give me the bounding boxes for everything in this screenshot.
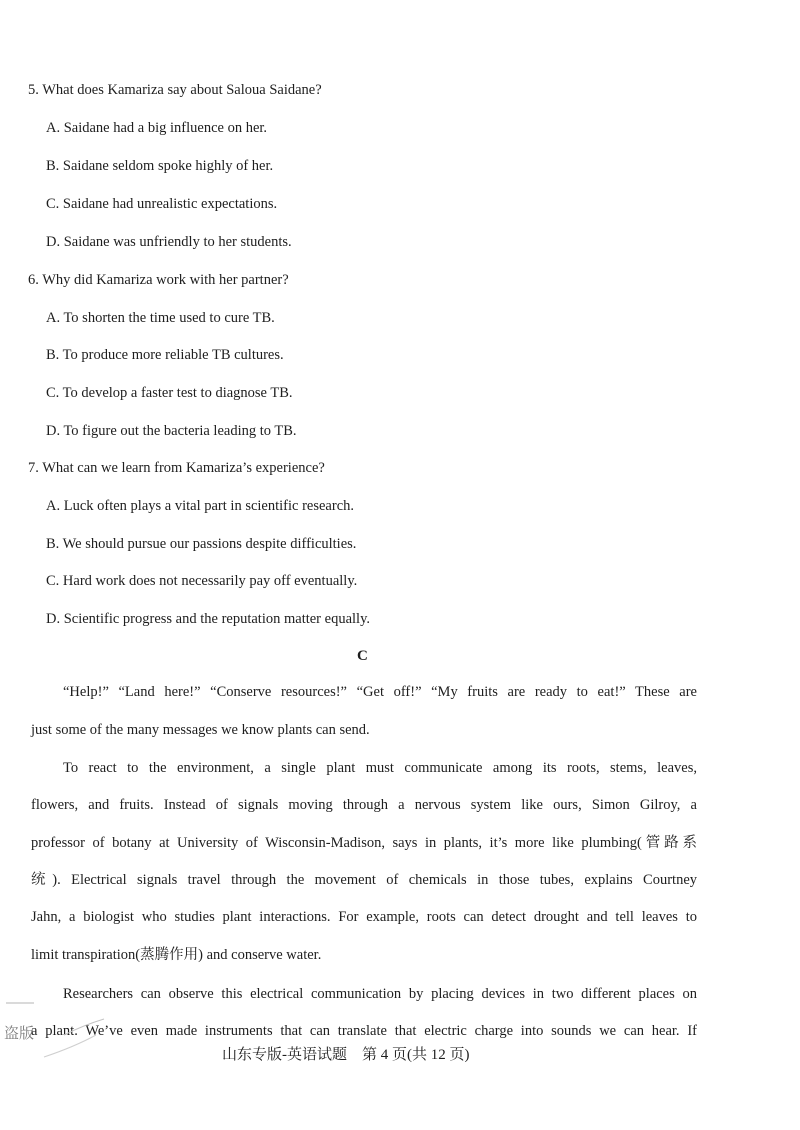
question-5-option-a: A. Saidane had a big influence on her. (46, 120, 268, 136)
question-6-option-a: A. To shorten the time used to cure TB. (46, 310, 275, 326)
passage-line: Researchers can observe this electrical communication by placing devices in two different places on (63, 986, 697, 1002)
passage-line: just some of the many messages we know plants can send. (31, 722, 370, 738)
piracy-stamp: 盗版 (4, 1024, 35, 1042)
passage-line: To react to the environment, a single plant must communicate among its roots, stems, leaves, (63, 760, 697, 776)
passage-line: 统). Electrical signals travel through the movement of chemicals in those tubes, explains Courtney (31, 872, 697, 888)
question-5-stem: 5. What does Kamariza say about Saloua Saidane? (28, 82, 322, 98)
passage-line: flowers, and fruits. Instead of signals moving through a nervous system like ours, Simon Gilroy, a (31, 797, 697, 813)
question-6-option-b: B. To produce more reliable TB cultures. (46, 347, 284, 363)
question-5-option-d: D. Saidane was unfriendly to her students. (46, 234, 292, 250)
question-7-stem: 7. What can we learn from Kamariza’s experience? (28, 460, 325, 476)
question-7-option-d: D. Scientific progress and the reputation matter equally. (46, 611, 370, 627)
passage-line: professor of botany at University of Wisconsin-Madison, says in plants, it’s more like plumbing(管路系 (31, 835, 697, 851)
question-5-option-c: C. Saidane had unrealistic expectations. (46, 196, 278, 212)
question-6-stem: 6. Why did Kamariza work with her partner? (28, 272, 289, 288)
passage-line: a plant. We’ve even made instruments that can translate that electric charge into sounds we can hear. If (31, 1023, 697, 1039)
section-heading: C (357, 648, 368, 664)
passage-line: “Help!” “Land here!” “Conserve resources!” “Get off!” “My fruits are ready to eat!” These are (63, 684, 697, 700)
question-6-option-d: D. To figure out the bacteria leading to TB. (46, 423, 297, 439)
question-7-option-c: C. Hard work does not necessarily pay off eventually. (46, 573, 358, 589)
passage-line: Jahn, a biologist who studies plant interactions. For example, roots can detect drought and tell leaves to (31, 909, 697, 925)
question-5-option-b: B. Saidane seldom spoke highly of her. (46, 158, 274, 174)
question-6-option-c: C. To develop a faster test to diagnose TB. (46, 385, 293, 401)
question-7-option-a: A. Luck often plays a vital part in scientific research. (46, 498, 355, 514)
passage-line: limit transpiration(蒸腾作用) and conserve water. (31, 947, 322, 963)
page-footer: 山东专版-英语试题 第 4 页(共 12 页) (222, 1047, 470, 1063)
question-7-option-b: B. We should pursue our passions despite difficulties. (46, 536, 357, 552)
